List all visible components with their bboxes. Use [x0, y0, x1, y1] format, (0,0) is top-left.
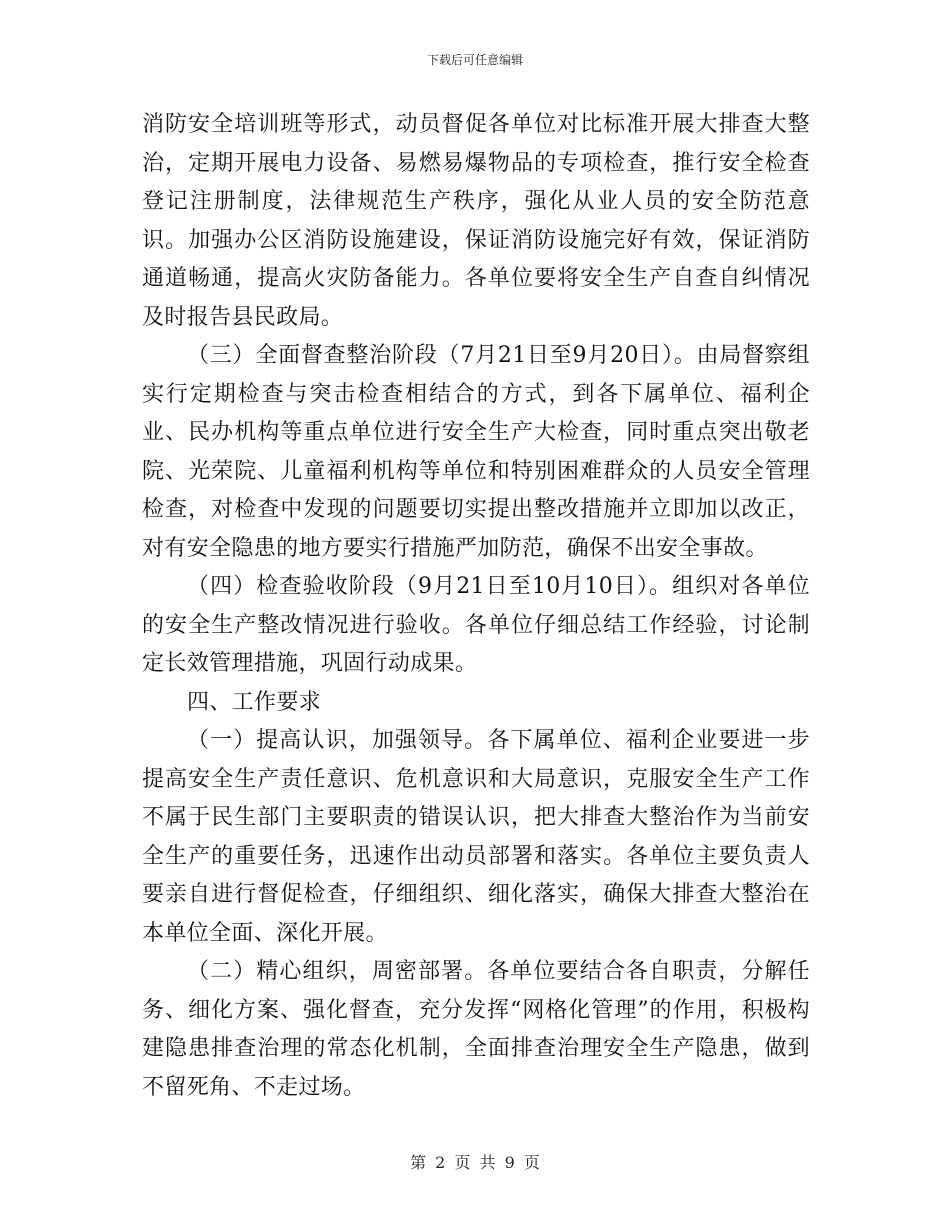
paragraph-requirement-two: （二）精心组织，周密部署。各单位要结合各自职责，分解任务、细化方案、强化督查，充分发挥“网格化管理”的作用，积极构建隐患排查治理的常态化机制，全面排查治理安全生产隐患，做到不留死角、不走过场。 — [142, 959, 810, 1100]
page-header-note: 下载后可任意编辑 — [426, 53, 523, 67]
paragraph-phase-four: （四）检查验收阶段（9月21日至10月10日）。组织对各单位的安全生产整改情况进行验收。各单位仔细总结工作经验，讨论制定长效管理措施，巩固行动成果。 — [142, 574, 810, 676]
paragraph-phase-three: （三）全面督查整治阶段（7月21日至9月20日）。由局督察组实行定期检查与突击检查相结合的方式，到各下属单位、福利企业、民办机构等重点单位进行安全生产大检查，同时重点突出敬老院、光荣院、儿童福利机构等单位和特别困难群众的人员安全管理检查，对检查中发现的问题要切实提出整改措施并立即加以改正，对有安全隐患的地方要实行措施严加防范，确保不出安全事故。 — [142, 343, 810, 561]
section-heading-work-requirements: 四、工作要求 — [187, 689, 322, 715]
paragraph-requirement-one: （一）提高认识，加强领导。各下属单位、福利企业要进一步提高安全生产责任意识、危机意识和大局意识，克服安全生产工作不属于民生部门主要职责的错误认识，把大排查大整治作为当前安全生产的重要任务，迅速作出动员部署和落实。各单位主要负责人要亲自进行督促检查，仔细组织、细化落实，确保大排查大整治在本单位全面、深化开展。 — [142, 728, 810, 946]
paragraph-continuation: 消防安全培训班等形式，动员督促各单位对比标准开展大排查大整治，定期开展电力设备、易燃易爆物品的专项检查，推行安全检查登记注册制度，法律规范生产秩序，强化从业人员的安全防范意识。加强办公区消防设施建设，保证消防设施完好有效，保证消防通道畅通，提高火灾防备能力。各单位要将安全生产自查自纠情况及时报告县民政局。 — [142, 112, 810, 330]
page-number: 第 2 页 共 9 页 — [410, 1153, 540, 1172]
document-body — [142, 106, 810, 1107]
